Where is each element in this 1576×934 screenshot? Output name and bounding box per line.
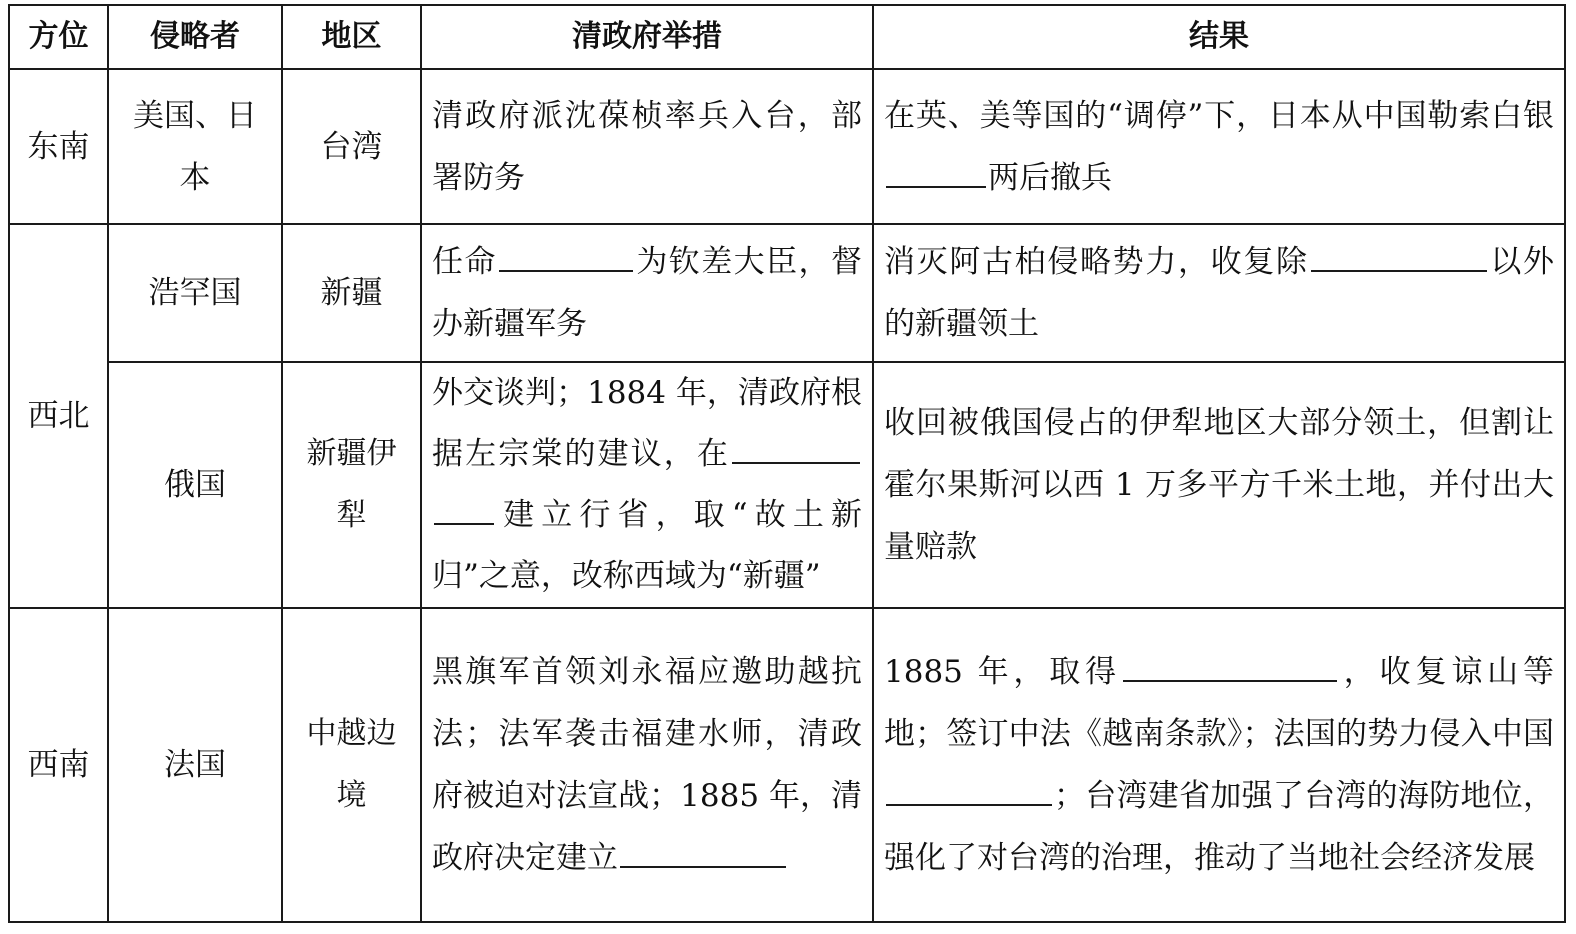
measure-text: 为钦差大臣，督办新疆军务 bbox=[432, 244, 863, 342]
measure-text: 任命 bbox=[432, 244, 497, 280]
fill-blank bbox=[1123, 647, 1337, 682]
result-text: 在英、美等国的“调停”下，日本从中国勒索白银 bbox=[884, 97, 1554, 134]
result-text: 消灭阿古柏侵略势力，收复除 bbox=[884, 244, 1309, 280]
region-cell: 新疆 bbox=[282, 224, 421, 362]
table-wrapper bbox=[8, 4, 1566, 923]
direction-cell: 东南 bbox=[9, 69, 108, 224]
history-table bbox=[8, 4, 1566, 923]
result-cell bbox=[873, 224, 1565, 362]
region-cell: 新疆伊犁 bbox=[282, 362, 421, 608]
invader-cell: 美国、日本 bbox=[108, 69, 282, 224]
result-text: ；台湾建省加强了台湾的海防地位，强化了对台湾的治理，推动了当地社会经济发展 bbox=[884, 778, 1554, 876]
result-text: 收回被俄国侵占的伊犁地区大部分领土，但割让霍尔果斯河以西 1 万多平方千米土地，并付出大量赔款 bbox=[884, 405, 1554, 565]
table-row bbox=[9, 362, 1565, 608]
measure-cell bbox=[421, 362, 873, 608]
invader-cell: 俄国 bbox=[108, 362, 282, 608]
measure-cell bbox=[421, 224, 873, 362]
fill-blank bbox=[499, 237, 633, 272]
region-cell: 台湾 bbox=[282, 69, 421, 224]
result-text: 两后撤兵 bbox=[988, 159, 1112, 196]
measure-cell bbox=[421, 69, 873, 224]
header-direction: 方位 bbox=[9, 5, 108, 69]
invader-cell: 浩罕国 bbox=[108, 224, 282, 362]
invader-cell: 法国 bbox=[108, 608, 282, 922]
result-cell bbox=[873, 608, 1565, 922]
result-text: ，收复谅山等地；签订中法《越南条款》；法国的势力侵入中国 bbox=[884, 654, 1554, 752]
fill-blank bbox=[886, 153, 986, 188]
direction-cell: 西南 bbox=[9, 608, 108, 922]
measure-text: 清政府派沈葆桢率兵入台，部署防务 bbox=[432, 97, 862, 196]
fill-blank bbox=[1311, 237, 1487, 272]
table-row bbox=[9, 69, 1565, 224]
fill-blank bbox=[620, 833, 786, 868]
result-text: 1885 年，取得 bbox=[884, 654, 1121, 690]
measure-text: 黑旗军首领刘永福应邀助越抗法；法军袭击福建水师，清政府被迫对法宣战；1885 年，清政府决定建立 bbox=[432, 654, 862, 876]
header-region: 地区 bbox=[282, 5, 421, 69]
table-row bbox=[9, 608, 1565, 922]
result-cell bbox=[873, 69, 1565, 224]
fill-blank bbox=[886, 771, 1052, 806]
measure-text: 外交谈判；1884 年，清政府根据左宗棠的建议，在 bbox=[432, 375, 862, 472]
result-cell bbox=[873, 362, 1565, 608]
measure-cell bbox=[421, 608, 873, 922]
fill-blank bbox=[434, 490, 494, 525]
direction-cell: 西北 bbox=[9, 224, 108, 608]
header-invader: 侵略者 bbox=[108, 5, 282, 69]
fill-blank bbox=[732, 429, 860, 464]
header-result: 结果 bbox=[873, 5, 1565, 69]
header-row bbox=[9, 5, 1565, 69]
result-text: 以外的新疆领土 bbox=[884, 244, 1555, 342]
measure-text: 建立行省，取“故土新归”之意，改称西域为“新疆” bbox=[432, 497, 862, 594]
header-measures: 清政府举措 bbox=[421, 5, 873, 69]
region-cell: 中越边境 bbox=[282, 608, 421, 922]
table-row bbox=[9, 224, 1565, 362]
